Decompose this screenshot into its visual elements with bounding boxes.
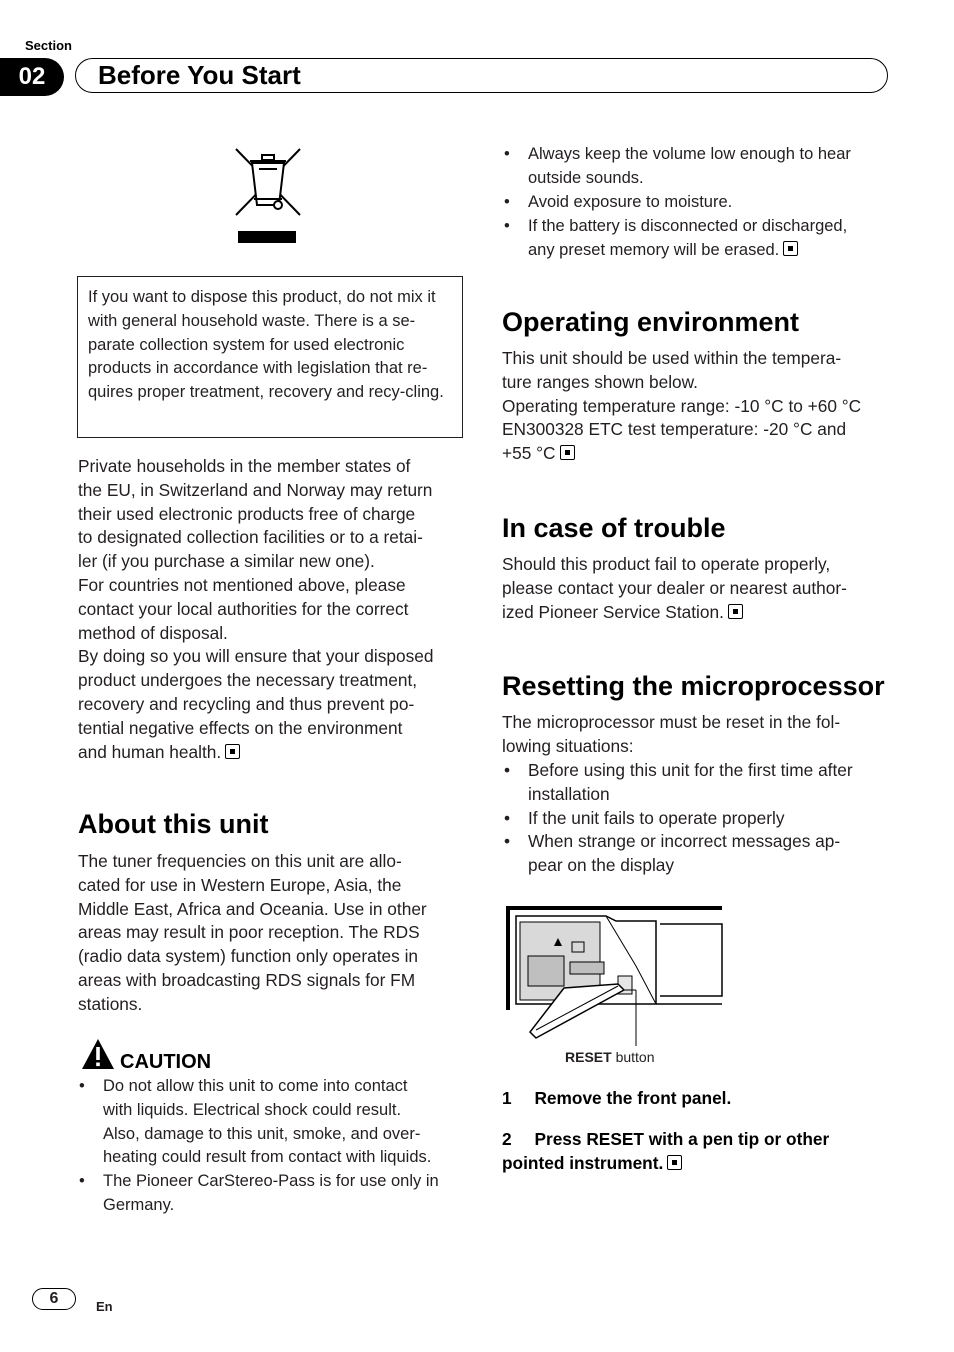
operating-heading: Operating environment (502, 307, 800, 337)
text-line: contact your local authorities for the correct (78, 598, 409, 619)
text-line: ler (if you purchase a similar new one). (78, 551, 375, 572)
step-2-number: 2 (502, 1129, 512, 1149)
step-1-number: 1 (502, 1088, 512, 1108)
text-line: product undergoes the necessary treatment, (78, 670, 418, 691)
about-text (78, 850, 468, 1017)
crossed-bin-icon (232, 145, 304, 250)
list-item: • If the battery is disconnected or discharged, any preset memory will be erased. (502, 214, 902, 262)
list-item: • Avoid exposure to moisture. (502, 190, 902, 214)
reset-heading: Resetting the microprocessor (502, 671, 885, 701)
text-line: ized Pioneer Service Station. (502, 601, 902, 625)
section-label: Section (25, 38, 72, 53)
reset-intro (502, 711, 902, 759)
text-line: By doing so you will ensure that your disposed (78, 646, 434, 667)
end-mark-icon (728, 604, 743, 619)
text-line: For countries not mentioned above, please (78, 574, 406, 595)
end-mark-icon (560, 445, 575, 460)
text-line: (radio data system) function only operates in (78, 946, 419, 967)
text-line: ture ranges shown below. (502, 371, 698, 392)
language-code: En (96, 1299, 113, 1314)
step-2-text-line2: pointed instrument. (502, 1153, 664, 1173)
text-line: cated for use in Western Europe, Asia, the (78, 874, 402, 895)
safety-list (502, 142, 902, 262)
operating-text (502, 347, 902, 466)
text-line: please contact your dealer or nearest author- (502, 577, 847, 598)
step-2 (502, 1127, 902, 1175)
head-unit-reset-figure (506, 906, 726, 1051)
text-line: stations. (78, 993, 143, 1014)
reset-situations-list (502, 759, 902, 878)
caution-list (77, 1075, 472, 1218)
disposal-paragraph (78, 455, 468, 764)
text-line: This unit should be used within the tempera- (502, 348, 842, 368)
list-item: • When strange or incorrect messages ap- pear on the display (502, 830, 902, 878)
text-line: their used electronic products free of charge (78, 503, 416, 524)
end-mark-icon (225, 744, 240, 759)
about-heading: About this unit (78, 809, 269, 839)
text-line: tential negative effects on the environment (78, 717, 403, 738)
list-item: • Do not allow this unit to come into contact with liquids. Electrical shock could result. Also, damage to this unit, smoke, and over- heating could result from contact with liquids. (77, 1075, 472, 1170)
end-mark-icon (783, 241, 798, 256)
trouble-text (502, 553, 902, 624)
trouble-heading: In case of trouble (502, 513, 726, 543)
text-line: recovery and recycling and thus prevent po- (78, 693, 415, 714)
text-line: Operating temperature range: -10 °C to +60 °C (502, 395, 862, 416)
section-title: Before You Start (98, 60, 301, 90)
text-line: and human health. (78, 741, 468, 765)
disposal-notice-text: If you want to dispose this product, do not mix it with general household waste. There is a se-parate collection system for used electronic products in accordance with legislation that re-quires proper treatment, recovery and recy-cling. (88, 288, 444, 402)
figure-caption-suffix: button (611, 1049, 655, 1065)
text-line: the EU, in Switzerland and Norway may return (78, 479, 433, 500)
warning-triangle-icon (80, 1037, 116, 1076)
section-number-badge: 02 (0, 58, 64, 96)
reset-label: RESET (565, 1049, 612, 1065)
text-line: +55 °C (502, 442, 902, 466)
text-line: to designated collection facilities or to a retai- (78, 527, 423, 548)
text-line: The tuner frequencies on this unit are allo- (78, 851, 402, 871)
list-item: • Before using this unit for the first time after installation (502, 759, 902, 807)
step-1 (502, 1086, 731, 1110)
text-line: Should this product fail to operate properly, (502, 554, 831, 574)
figure-caption (565, 1049, 655, 1065)
page-number: 6 (32, 1288, 76, 1310)
text-line: EN300328 ETC test temperature: -20 °C and (502, 419, 847, 440)
text-line: Private households in the member states of (78, 456, 411, 476)
caution-title: CAUTION (120, 1051, 212, 1073)
text-line: areas with broadcasting RDS signals for FM (78, 969, 416, 990)
list-item: • If the unit fails to operate properly (502, 807, 902, 831)
list-item: • Always keep the volume low enough to hear outside sounds. (502, 142, 902, 190)
text-line: areas may result in poor reception. The RDS (78, 922, 420, 943)
end-mark-icon (667, 1155, 682, 1170)
list-item: • The Pioneer CarStereo-Pass is for use only in Germany. (77, 1170, 472, 1218)
text-line: method of disposal. (78, 622, 228, 643)
text-line: lowing situations: (502, 735, 634, 756)
text-line: The microprocessor must be reset in the fol- (502, 712, 841, 732)
text-line: Middle East, Africa and Oceania. Use in other (78, 898, 427, 919)
step-1-text: Remove the front panel. (534, 1088, 732, 1108)
step-2-text-line1: Press RESET with a pen tip or other (534, 1129, 830, 1149)
